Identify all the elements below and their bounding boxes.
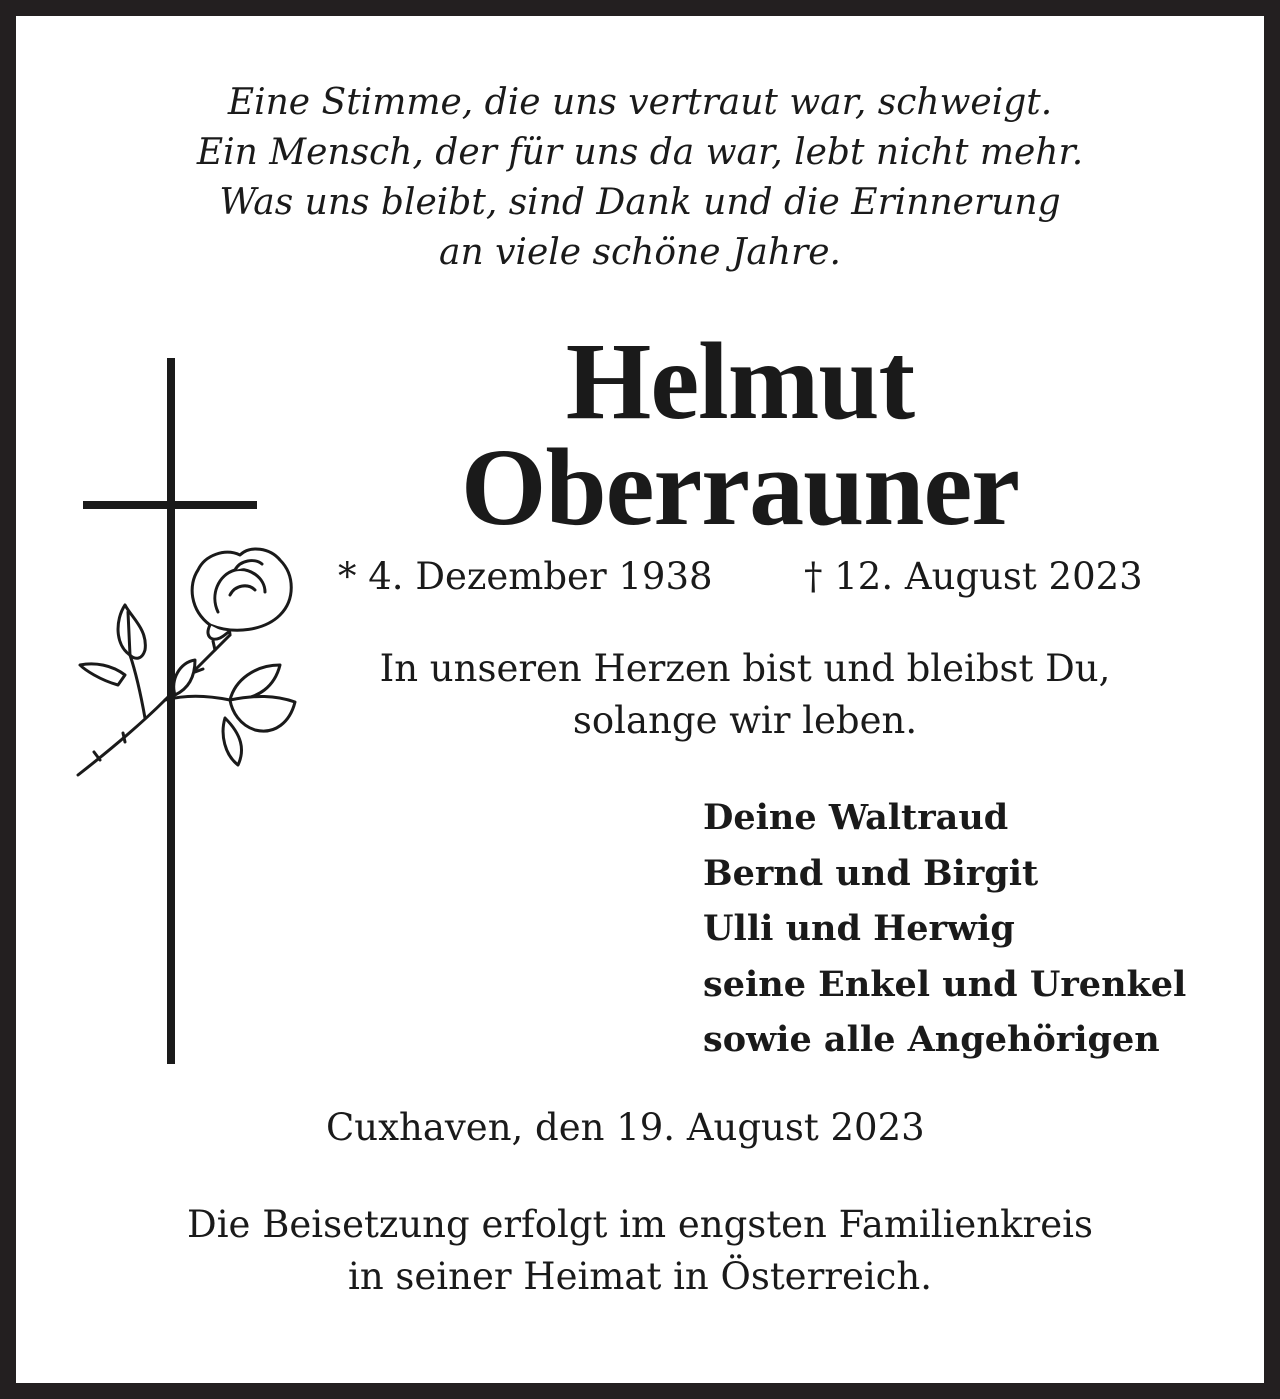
mourner: Ulli und Herwig xyxy=(703,908,1015,949)
mourner: Bernd und Birgit xyxy=(703,852,1039,894)
poem xyxy=(0,78,1280,278)
poem-line: Ein Mensch, der für uns da war, lebt nicht mehr. xyxy=(196,132,1084,173)
mourner: seine Enkel und Urenkel xyxy=(703,963,1187,1005)
rose-icon xyxy=(78,549,295,775)
burial-line: in seiner Heimat in Österreich. xyxy=(347,1255,932,1298)
burial-line: Die Beisetzung erfolgt im engsten Familienkreis xyxy=(187,1203,1093,1246)
poem-line: an viele schöne Jahre. xyxy=(439,232,841,273)
place-date: Cuxhaven, den 19. August 2023 xyxy=(326,1106,925,1149)
death-date: † 12. August 2023 xyxy=(804,555,1143,598)
mourner: Deine Waltraud xyxy=(703,797,1009,838)
birth-date: * 4. Dezember 1938 xyxy=(338,555,713,598)
motto xyxy=(330,643,1160,747)
cross-icon xyxy=(83,358,257,1064)
deceased-last-name: Oberrauner xyxy=(460,426,1020,548)
burial-notice xyxy=(0,1199,1280,1303)
cross-rose-illustration xyxy=(70,350,310,1070)
deceased-first-name: Helmut xyxy=(565,320,915,442)
poem-line: Eine Stimme, die uns vertraut war, schweigt. xyxy=(227,82,1053,123)
motto-line: In unseren Herzen bist und bleibst Du, xyxy=(379,647,1111,690)
motto-line: solange wir leben. xyxy=(572,699,918,742)
mourner: sowie alle Angehörigen xyxy=(703,1019,1160,1060)
mourners-list xyxy=(703,790,1186,1068)
poem-line: Was uns bleibt, sind Dank und die Erinnerung xyxy=(219,182,1061,223)
